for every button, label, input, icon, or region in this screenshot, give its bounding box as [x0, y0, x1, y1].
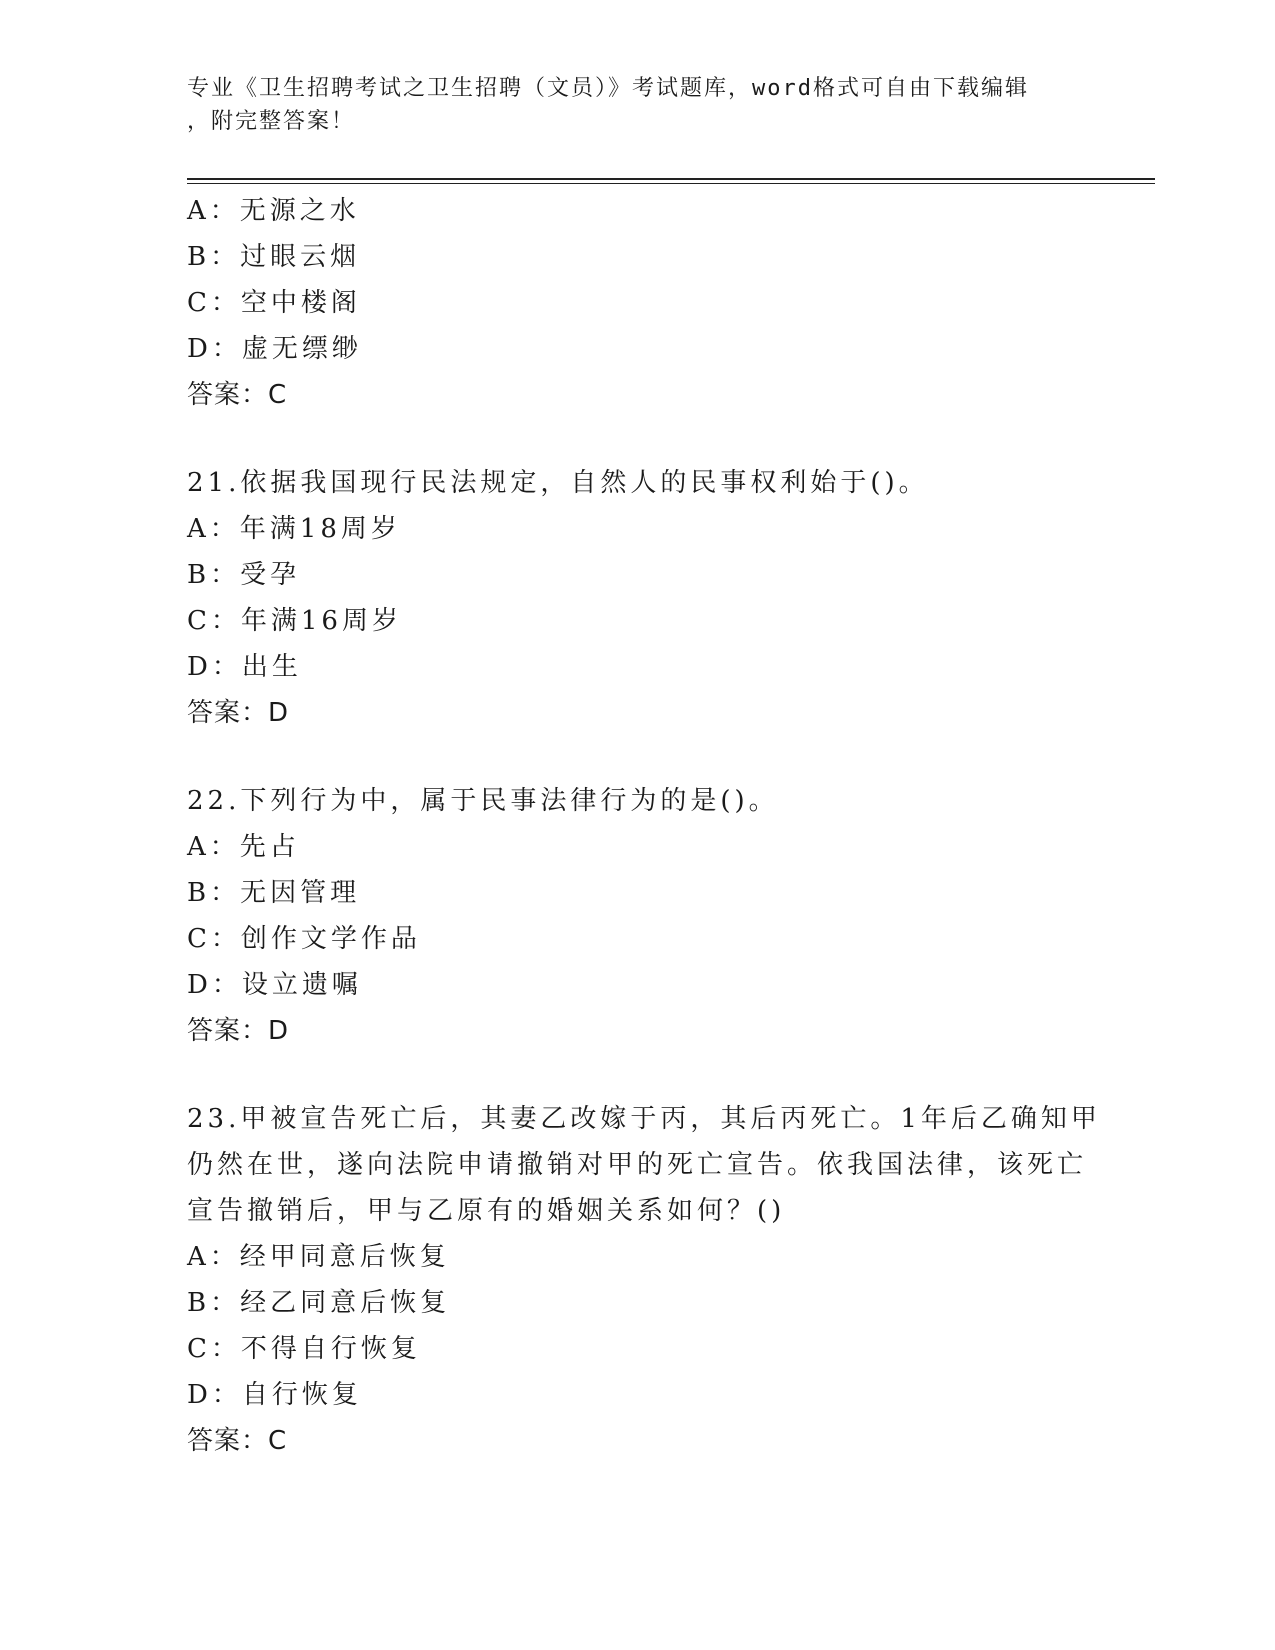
option-d: D：设立遗嘱 [187, 970, 362, 1000]
answer-label: 答案：C [187, 1426, 288, 1456]
option-c: C：年满16周岁 [187, 606, 402, 636]
question-text-line-2: 仍然在世，遂向法院申请撤销对甲的死亡宣告。依我国法律，该死亡 [187, 1150, 1088, 1180]
option-c: C：不得自行恢复 [187, 1334, 421, 1364]
option-b: B：过眼云烟 [187, 242, 361, 272]
option-d: D：出生 [187, 652, 302, 682]
option-c: C：空中楼阁 [187, 288, 361, 318]
header-divider-thin [187, 183, 1155, 184]
question-20-block [187, 188, 1087, 418]
answer-label: 答案：D [187, 1016, 290, 1046]
question-21-block [187, 460, 1087, 736]
option-a: A：先占 [187, 832, 300, 862]
answer-label: 答案：D [187, 698, 290, 728]
option-a: A：经甲同意后恢复 [187, 1242, 450, 1272]
answer-label: 答案：C [187, 380, 288, 410]
header-line-1: 专业《卫生招聘考试之卫生招聘（文员）》考试题库，word格式可自由下载编辑 [187, 76, 1029, 101]
question-list [187, 188, 1101, 1464]
option-a: A：年满18周岁 [187, 514, 401, 544]
question-text-line-3: 宣告撤销后，甲与乙原有的婚姻关系如何？() [187, 1196, 786, 1226]
option-b: B：经乙同意后恢复 [187, 1288, 451, 1318]
option-c: C：创作文学作品 [187, 924, 421, 954]
option-b: B：受孕 [187, 560, 301, 590]
question-text: 21.依据我国现行民法规定，自然人的民事权利始于()。 [187, 468, 929, 498]
option-d: D：自行恢复 [187, 1380, 362, 1410]
question-22-block [187, 778, 1087, 1054]
option-d: D：虚无缥缈 [187, 334, 362, 364]
header-line-2: ，附完整答案！ [187, 109, 356, 134]
document-header [187, 72, 1087, 138]
header-divider-thick [187, 178, 1155, 180]
question-23-block [187, 1096, 1101, 1464]
question-text: 22.下列行为中，属于民事法律行为的是()。 [187, 786, 779, 816]
option-b: B：无因管理 [187, 878, 361, 908]
option-a: A：无源之水 [187, 196, 360, 226]
question-text-line-1: 23.甲被宣告死亡后，其妻乙改嫁于丙，其后丙死亡。1年后乙确知甲 [187, 1104, 1101, 1134]
